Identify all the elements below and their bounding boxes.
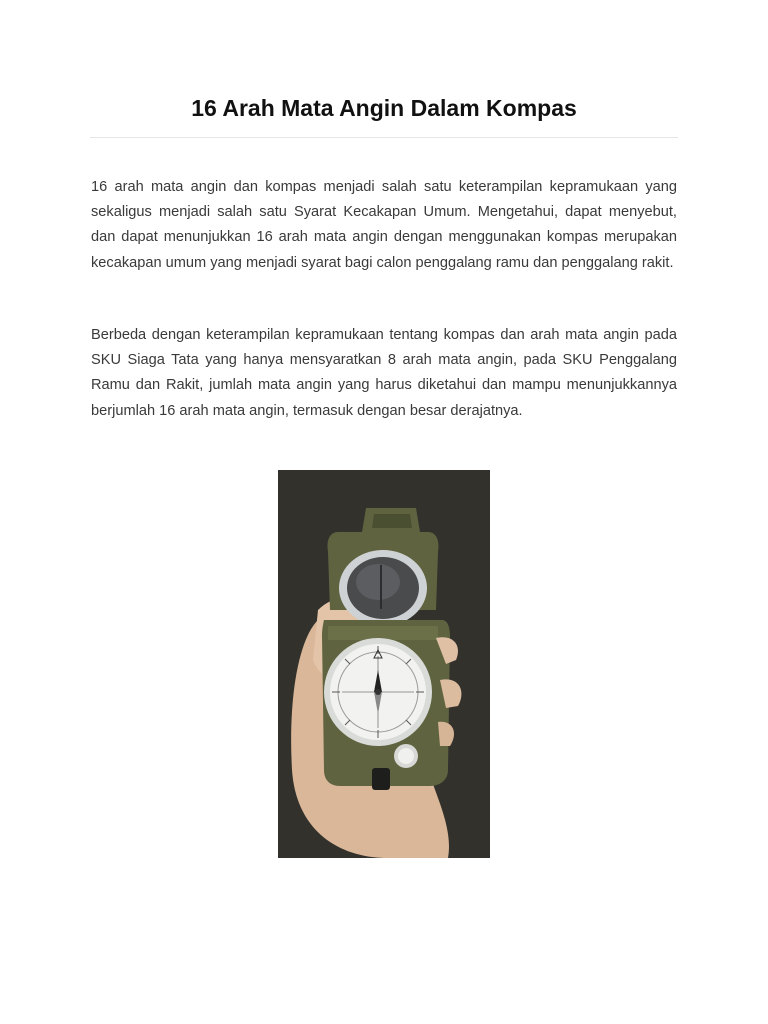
paragraph-1: 16 arah mata angin dan kompas menjadi salah satu keterampilan kepramukaan yang sekaligus menjadi salah satu Syarat Kecakapan Umum. Mengetahui, dapat menyebut, dan dapat menunjukkan 16 arah mata angin dengan menggunakan kompas merupakan kecakapan umum yang menjadi syarat bagi calon penggalang ramu dan penggalang rakit. (91, 179, 677, 271)
title-divider (90, 137, 678, 138)
compass-clip (372, 768, 390, 790)
compass-illustration (278, 470, 490, 858)
paragraph-2: Berbeda dengan keterampilan kepramukaan tentang kompas dan arah mata angin pada SKU Siaga Tata yang hanya mensyaratkan 8 arah mata angin, pada SKU Penggalang Ramu dan Rakit, jumlah mata angin yang harus diketahui dan mampu menunjukkannya berjumlah 16 arah mata angin, termasuk dengan besar derajatnya. (91, 327, 677, 419)
compass-photo (278, 470, 490, 858)
page-title: 16 Arah Mata Angin Dalam Kompas (191, 95, 577, 121)
